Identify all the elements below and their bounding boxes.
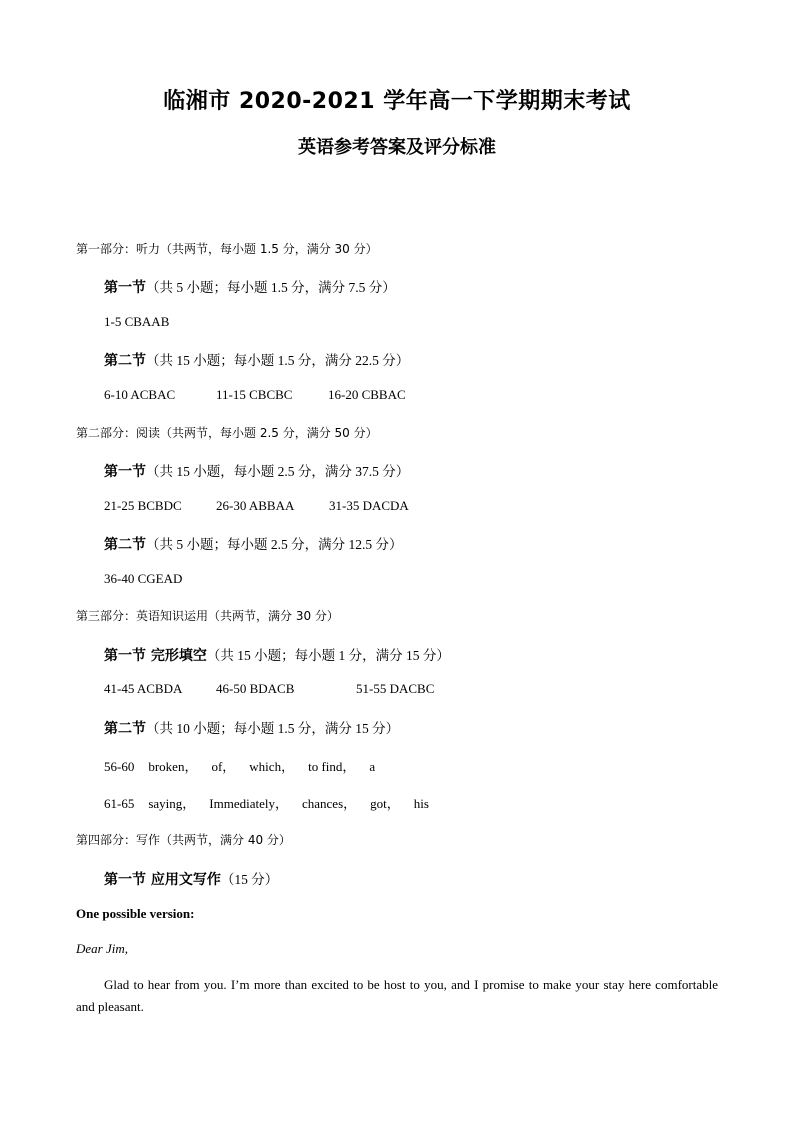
part3-section1-answers: [104, 681, 434, 697]
part3-section1-desc: （共 15 小题；每小题 1 分，满分 15 分）: [206, 648, 450, 663]
answer-group: 26-30 ABBAA: [216, 498, 295, 513]
answer-word: to find，: [308, 759, 356, 774]
part3-section1: [104, 644, 450, 665]
answer-group: 21-25 BCBDC: [104, 498, 182, 513]
sample-version-label: One possible version:: [76, 906, 195, 921]
part3-heading: 第三部分：英语知识运用（共两节，满分 30 分）: [76, 609, 339, 623]
part4-section1-desc: （15 分）: [220, 872, 279, 887]
answer-word: a: [369, 759, 376, 774]
part3-section1-label: 第一节 完形填空: [104, 648, 207, 664]
page-title: 临湘市 2020-2021 学年高一下学期期末考试: [163, 89, 631, 114]
part1-section2-answers: [104, 387, 406, 403]
answer-group: 41-45 ACBDA: [104, 681, 183, 696]
answer-range: 61-65: [104, 796, 135, 811]
part2-section1-answers: [104, 498, 409, 514]
part1-heading: 第一部分：听力（共两节，每小题 1.5 分，满分 30 分）: [76, 242, 378, 256]
part3-section2-label: 第二节: [104, 721, 146, 737]
answer-word: saying，: [148, 796, 196, 811]
answer-group: 6-10 ACBAC: [104, 387, 176, 402]
answer-word: of，: [211, 759, 236, 774]
part2-heading: 第二部分：阅读（共两节，每小题 2.5 分，满分 50 分）: [76, 426, 378, 440]
answer-word: his: [413, 796, 429, 811]
part1-section2-desc: （共 15 小题；每小题 1.5 分，满分 22.5 分）: [146, 353, 410, 368]
part2-section2-answers: 36-40 CGEAD: [104, 571, 183, 586]
part1-section1-label: 第一节: [104, 280, 146, 296]
answer-group: 31-35 DACDA: [329, 498, 409, 513]
part1-section2-label: 第二节: [104, 353, 146, 369]
part4-heading: 第四部分：写作（共两节，满分 40 分）: [76, 833, 291, 847]
answer-range: 56-60: [104, 759, 135, 774]
part3-section2-answers-row2: [104, 793, 443, 812]
answer-word: broken，: [148, 759, 198, 774]
answer-word: which，: [249, 759, 295, 774]
part4-section1: [104, 868, 278, 889]
part2-section1-label: 第一节: [104, 464, 146, 480]
part2-section2: [104, 533, 403, 554]
part2-section1: [104, 460, 409, 481]
part1-section1: [104, 276, 396, 297]
part3-section2: [104, 717, 399, 738]
answer-group: 46-50 BDACB: [216, 681, 295, 696]
part1-section1-desc: （共 5 小题；每小题 1.5 分，满分 7.5 分）: [146, 280, 396, 295]
answer-group: 16-20 CBBAC: [328, 387, 406, 402]
letter-greeting: Dear Jim,: [76, 941, 128, 956]
page-subtitle: 英语参考答案及评分标准: [298, 137, 496, 158]
part1-section2: [104, 349, 409, 370]
part2-section2-desc: （共 5 小题；每小题 2.5 分，满分 12.5 分）: [146, 537, 403, 552]
answer-group: 11-15 CBCBC: [216, 387, 293, 402]
letter-paragraph: Glad to hear from you. I’m more than excited to be host to you, and I promise to make your stay here comfortable and pleasant.: [76, 977, 718, 1014]
answer-word: chances，: [302, 796, 357, 811]
part3-section2-desc: （共 10 小题；每小题 1.5 分，满分 15 分）: [146, 721, 400, 736]
answer-word: Immediately，: [209, 796, 288, 811]
part2-section2-label: 第二节: [104, 537, 146, 553]
answer-group: 51-55 DACBC: [356, 681, 435, 696]
part4-section1-label: 第一节 应用文写作: [104, 872, 221, 888]
answer-word: got，: [370, 796, 400, 811]
part1-section1-answers: 1-5 CBAAB: [104, 314, 170, 329]
part3-section2-answers-row1: [104, 756, 389, 775]
part2-section1-desc: （共 15 小题，每小题 2.5 分，满分 37.5 分）: [146, 464, 410, 479]
